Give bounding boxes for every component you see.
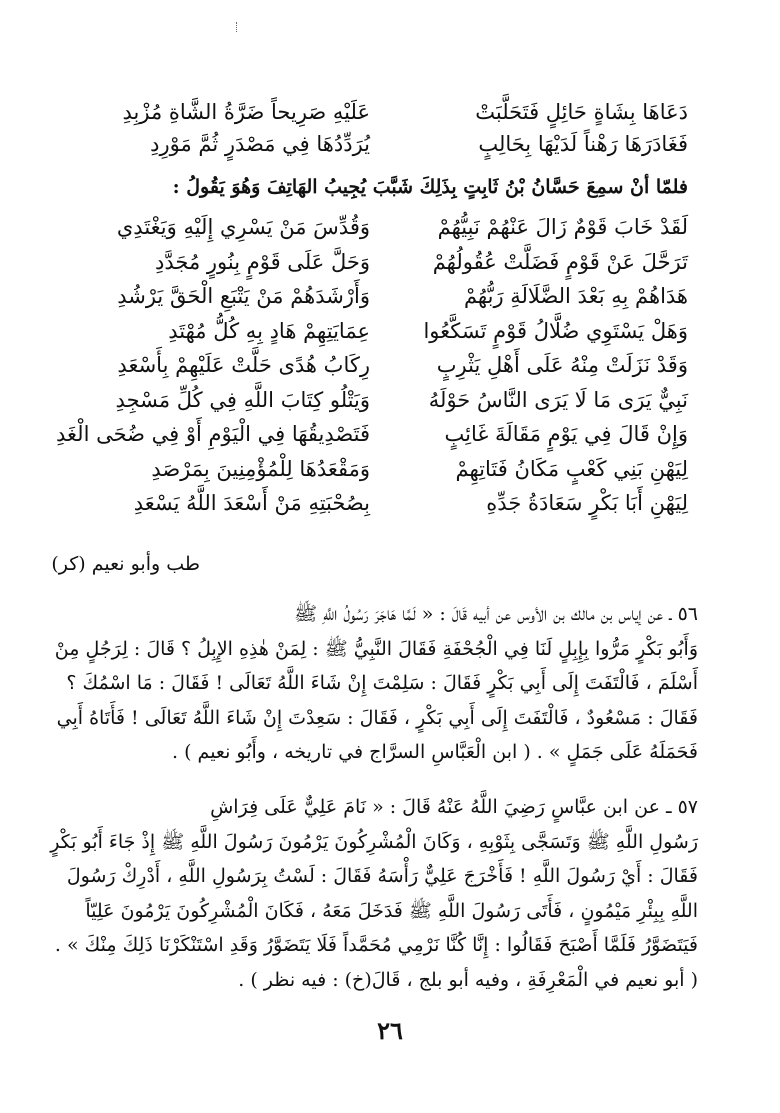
verse-line (88, 210, 688, 245)
verse-hemistich-first: نَبِيٌّ يَرَى مَا لَا يَرَى النَّاسُ حَوْلَهُ (428, 387, 688, 412)
verse-line (88, 486, 688, 521)
hadith-line: أَسْلَمَ ، فَالْتَفَتَ إِلَى أَبِي بَكْرٍ فَقَالَ : سَلِمْتَ إِنْ شَاءَ اللَّهُ تَعَالَى ! فَقَالَ : مَا اسْمُكَ ؟ (66, 672, 698, 694)
verse-line (88, 452, 688, 487)
hadith-line: رَسُولِ اللَّهِ ﷺ وَتَسَجَّى بِثَوْبِهِ ، وَكَانَ الْمُشْرِكُونَ يَرْمُونَ رَسُولَ اللَّهِ ﷺ إِذْ جَاءَ أَبُو بَكْرٍ (50, 830, 698, 853)
verse-hemistich-first: لَقَدْ خَابَ قَوْمٌ زَالَ عَنْهُمْ نَبِيُّهُمْ (437, 215, 688, 240)
verse-hemistich-first: وَقَدْ نَزَلَتْ مِنْهُ عَلَى أَهْلِ يَثْرِبٍ (436, 353, 688, 378)
verse-hemistich-first: وَإِنْ قَالَ فِي يَوْمٍ مَقَالَةَ غَائِبٍ (444, 422, 688, 447)
verse-hemistich-second: وَيَتْلُو كِتَابَ اللَّهِ فِي كُلِّ مَسْجِدِ (115, 387, 370, 412)
verse-hemistich-first: تَرَحَّلَ عَنْ قَوْمٍ فَضَلَّتْ عُقُولُهُمْ (432, 249, 688, 274)
page-number: ٢٦ (377, 1016, 403, 1045)
verse-line (88, 348, 688, 383)
verse-line (56, 417, 688, 452)
hadith-line: ( أبو نعيم في الْمَعْرِفَةِ ، وفيه أبو بلج ، قَالَ(خ) : فيه نظر ) . (238, 968, 698, 991)
scan-mark (236, 22, 239, 32)
poem-verses-hassan (56, 210, 688, 521)
verse-hemistich-second: رِكَابُ هُدًى حَلَّتْ عَلَيْهِمْ بِأَسْعَدِ (117, 353, 370, 378)
hadith-line: فَيَتَضَوَّرُ فَلَمَّا أَصْبَحَ فَقَالُوا : إِنَّا كُنَّا نَرْمِي مُحَمَّداً فَلَا يَتَضَوَّرُ وَقَدِ اسْتَنْكَرْنَا ذَلِكَ مِنْكَ » . (54, 934, 698, 956)
hadith-line: ٥٧ ـ عن ابن عبَّاسٍ رَضِيَ اللَّهُ عَنْهُ قَالَ : « نَامَ عَلِيٌّ عَلَى فِرَاشِ (210, 796, 698, 818)
verse-hemistich-first: هَدَاهُمْ بِهِ بَعْدَ الضَّلَالَةِ رَبُّهُمْ (463, 284, 688, 309)
intro-line: فلمّا أنْ سمِعَ حَسَّانُ بْنُ ثَابِتٍ بِذَلِكَ شَبَّبَ يُجِيبُ الهَاتِفَ وَهُوَ يَقُولُ : (172, 176, 688, 198)
verse-hemistich-second: وَحَلَّ عَلَى قَوْمٍ بِنُورٍ مُجَدَّدِ (155, 249, 370, 274)
verse-line (88, 128, 688, 160)
hadith-line: فَقَالَ : أَيْ رَسُولَ اللَّهِ ! فَأَخْرَجَ عَلِيٌّ رَأْسَهُ فَقَالَ : لَسْتُ بِرَسُولِ اللَّهِ ، أَدْرِكْ رَسُولَ (66, 865, 698, 887)
verse-line (88, 383, 688, 418)
verse-hemistich-second: عَلَيْهِ صَرِيحاً ضَرَّةُ الشَّاةِ مُزْبِدِ (122, 100, 370, 124)
verse-line (88, 279, 688, 314)
verse-hemistich-first: دَعَاهَا بِشَاةٍ حَائِلٍ فَتَحَلَّبَتْ (475, 100, 688, 124)
verse-hemistich-second: عِمَايَتِهِمْ هَادٍ بِهِ كُلُّ مُهْتَدِ (168, 318, 370, 343)
poem-verses-top (88, 96, 688, 160)
hadith-line: فَقَالَ : مَسْعُودٌ ، فَالْتَفَتَ إِلَى أَبِي بَكْرٍ ، فَقَالَ : سَعِدْتَ إِنْ شَاءَ اللَّهُ تَعَالَى ! فَأَتَاهُ أَبِي (56, 706, 698, 729)
hadith-line: اللَّهِ بِبِئْرِ مَيْمُونٍ ، فَأَتَى رَسُولَ اللَّهِ ﷺ فَدَخَلَ مَعَهُ ، فَكَانَ الْمُشْرِكُونَ يَرْمُونَ عَلِيّاً (85, 899, 698, 922)
verse-line (88, 96, 688, 128)
verse-hemistich-first: فَغَادَرَهَا رَهْناً لَدَيْهَا بِحَالِبٍ (478, 132, 688, 156)
hadith-line: فَحَمَلَهُ عَلَى جَمَلٍ » . ( ابن الْعَبَّاسِ السرَّاج في تاريخه ، وأَبُو نعيم ) . (172, 741, 698, 763)
hadith-56 (54, 597, 698, 770)
source-note: طب وأبو نعيم (كر) (51, 553, 200, 575)
verse-hemistich-second: بِصُحْبَتِهِ مَنْ أَسْعَدَ اللَّهُ يَسْعَدِ (133, 491, 370, 516)
verse-hemistich-second: يُرَدِّدُهَا فِي مَصْدَرٍ ثُمَّ مَوْرِدِ (150, 132, 370, 156)
verse-hemistich-second: وَمَقْعَدُهَا لِلْمُؤْمِنِينَ بِمَرْصَدِ (151, 456, 370, 481)
verse-hemistich-second: وَقُدِّسَ مَنْ يَسْرِي إِلَيْهِ وَيَغْتَدِي (116, 215, 370, 240)
verse-hemistich-second: فَتَصْدِيقُهَا فِي الْيَوْمِ أَوْ فِي ضُحَى الْغَدِ (56, 422, 370, 447)
hadith-line: ٥٦ ـ عن إياس بن مالك بن الأوس عن أبيه قَالَ : « لَمَّا هَاجَرَ رَسُولُ اللَّهِ ﷺ (294, 603, 698, 625)
hadith-57 (50, 790, 698, 997)
verse-hemistich-first: لِيَهْنِ أَبَا بَكْرٍ سَعَادَةُ جَدِّهِ (486, 491, 688, 516)
verse-line (88, 245, 688, 280)
verse-line (88, 314, 688, 349)
verse-hemistich-first: لِيَهْنِ بَنِي كَعْبٍ مَكَانُ فَتَاتِهِمْ (455, 456, 688, 481)
verse-hemistich-first: وَهَلْ يَسْتَوِي ضُلَّالُ قَوْمٍ تَسَكَّعُوا (423, 318, 688, 343)
hadith-line: وَأَبُو بَكْرٍ مَرُّوا بِإِبِلٍ لَنَا فِي الْجُحْفَةِ فَقَالَ النَّبِيُّ ﷺ : لِمَنْ هٰذِهِ الإِبِلُ ؟ قَالَ : لِرَجُلٍ مِنْ (54, 637, 698, 660)
verse-hemistich-second: وَأَرْشَدَهُمْ مَنْ يَتْبَعِ الْحَقَّ يَرْشُدِ (117, 284, 370, 309)
